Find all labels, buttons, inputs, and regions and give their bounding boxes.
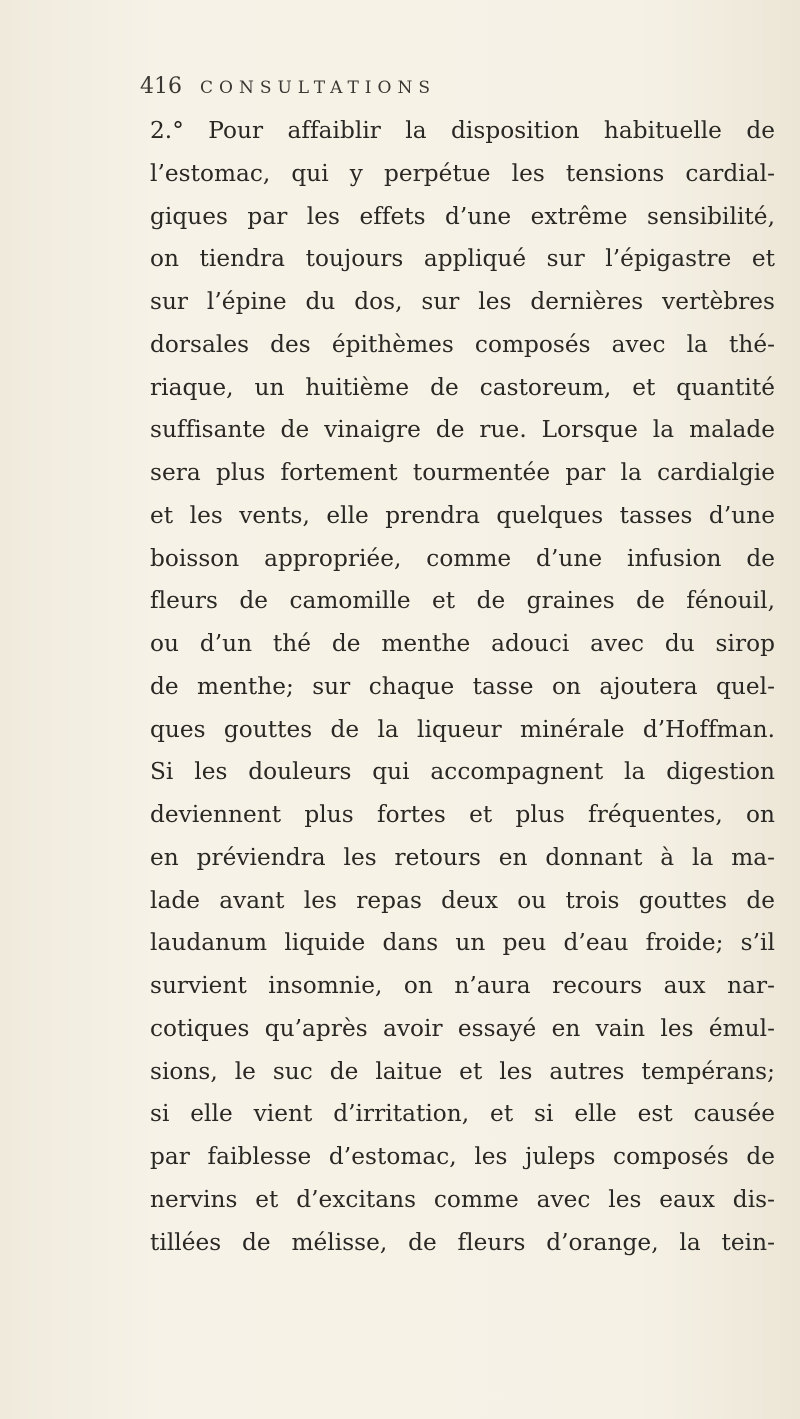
text-line: par faiblesse d’estomac, les juleps composés de — [150, 1143, 775, 1170]
text-line: nervins et d’excitans comme avec les eaux dis- — [150, 1185, 775, 1213]
text-line: giques par les effets d’une extrême sensibilité, — [150, 202, 775, 230]
text-line: en préviendra les retours en donnant à la ma- — [150, 843, 775, 871]
text-line: tillées de mélisse, de fleurs d’orange, la tein- — [150, 1228, 775, 1256]
text-line: survient insomnie, on n’aura recours aux nar- — [150, 972, 775, 999]
text-line: ques gouttes de la liqueur minérale d’Hoffman. — [150, 715, 775, 743]
page-number: 416 — [140, 74, 182, 99]
text-line: on tiendra toujours appliqué sur l’épigastre et — [150, 245, 775, 273]
text-line: de menthe; sur chaque tasse on ajoutera quel- — [150, 672, 775, 700]
text-line: l’estomac, qui y perpétue les tensions cardial- — [150, 159, 775, 187]
text-line: ou d’un thé de menthe adouci avec du sirop — [150, 630, 775, 657]
text-line: boisson appropriée, comme d’une infusion de — [150, 544, 775, 572]
text-line: 2.° Pour affaiblir la disposition habituelle de — [150, 117, 775, 144]
body-paragraph — [150, 110, 775, 1264]
page-header — [140, 74, 436, 104]
text-line: si elle vient d’irritation, et si elle est causée — [150, 1100, 775, 1128]
text-line: et les vents, elle prendra quelques tasses d’une — [150, 501, 775, 529]
text-line: laudanum liquide dans un peu d’eau froide; s’il — [150, 929, 775, 957]
text-line: sera plus fortement tourmentée par la cardialgie — [150, 459, 775, 486]
text-line: lade avant les repas deux ou trois gouttes de — [150, 886, 775, 914]
text-line: Si les douleurs qui accompagnent la digestion — [150, 758, 775, 786]
text-line: fleurs de camomille et de graines de fénouil, — [150, 587, 775, 615]
text-line: sur l’épine du dos, sur les dernières vertèbres — [150, 288, 775, 315]
running-title: CONSULTATIONS — [200, 78, 436, 98]
text-line: sions, le suc de laitue et les autres tempérans; — [150, 1057, 775, 1085]
text-line: riaque, un huitième de castoreum, et quantité — [150, 373, 775, 401]
text-line: dorsales des épithèmes composés avec la thé- — [150, 330, 775, 358]
text-line: deviennent plus fortes et plus fréquentes, on — [150, 801, 775, 828]
text-line: cotiques qu’après avoir essayé en vain les émul- — [150, 1014, 775, 1042]
text-line: suffisante de vinaigre de rue. Lorsque la malade — [150, 416, 775, 444]
